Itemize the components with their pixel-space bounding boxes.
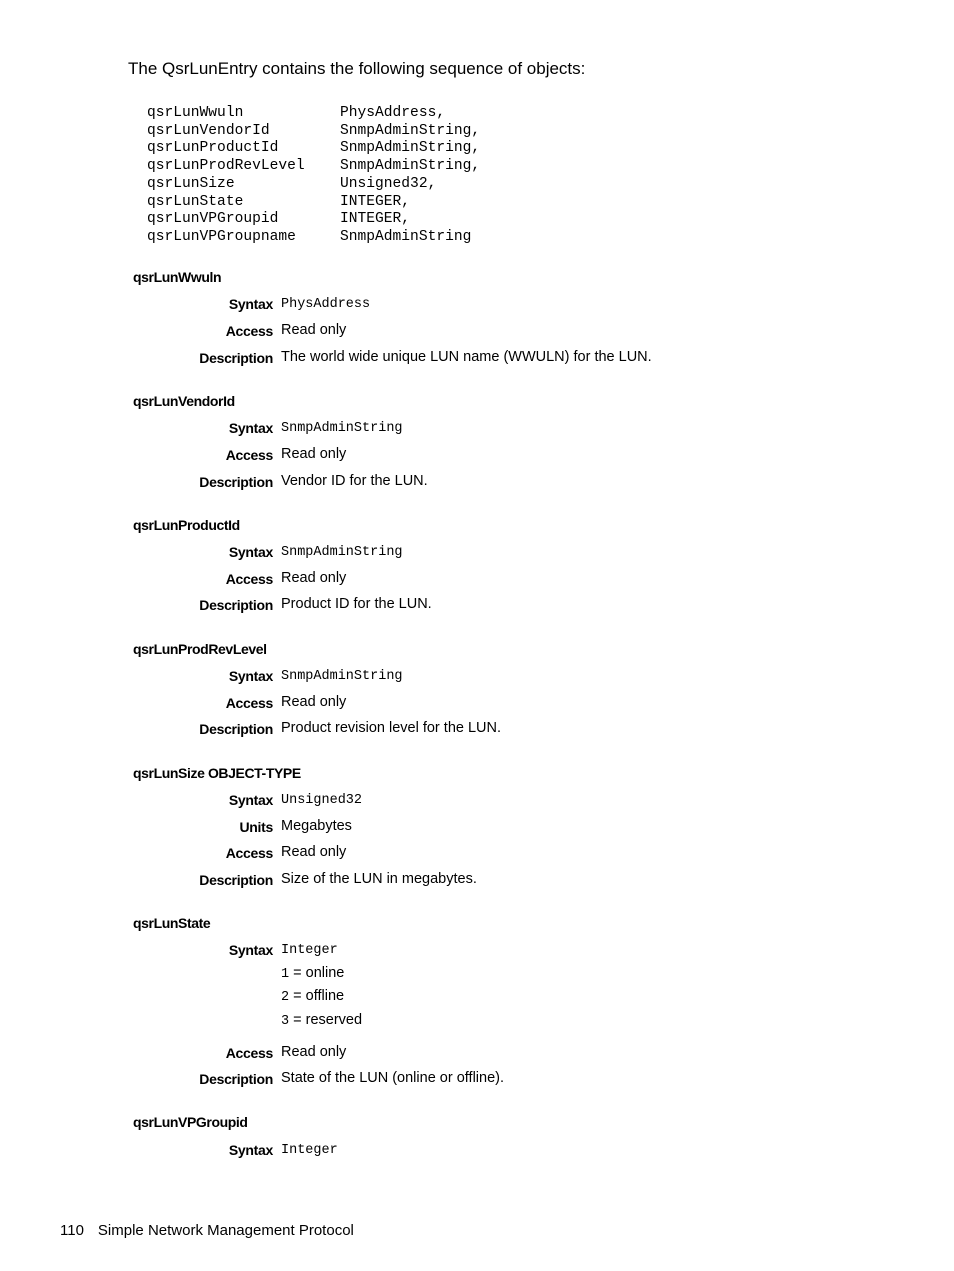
sequence-row	[147, 158, 480, 176]
sequence-type: Unsigned32,	[340, 175, 437, 192]
syntax-label: Syntax	[228, 544, 273, 560]
description-value: State of the LUN (online or offline).	[281, 1070, 504, 1086]
enum-item	[281, 988, 344, 1005]
enum-code: 2	[281, 990, 290, 1005]
access-label: Access	[225, 1045, 273, 1061]
access-value: Read only	[281, 322, 347, 338]
object-heading-prodrevlevel: qsrLunProdRevLevel	[133, 641, 267, 657]
sequence-row	[147, 194, 480, 212]
description-value: Product revision level for the LUN.	[281, 720, 502, 736]
description-label: Description	[199, 474, 273, 490]
enum-code: 3	[281, 1014, 290, 1029]
syntax-label: Syntax	[228, 942, 273, 958]
sequence-name: qsrLunProdRevLevel	[147, 158, 305, 175]
access-label: Access	[225, 695, 273, 711]
sequence-name: qsrLunVPGroupid	[147, 211, 279, 228]
sequence-name: qsrLunVendorId	[147, 122, 270, 139]
sequence-name: qsrLunWwuln	[147, 105, 244, 121]
syntax-label: Syntax	[228, 668, 273, 684]
sequence-row	[147, 176, 480, 194]
sequence-type: PhysAddress,	[340, 105, 446, 121]
access-value: Read only	[281, 1044, 347, 1060]
intro-text: The QsrLunEntry contains the following sequence of objects:	[128, 59, 586, 78]
object-heading-size: qsrLunSize OBJECT-TYPE	[133, 765, 301, 781]
description-value: The world wide unique LUN name (WWULN) for the LUN.	[281, 349, 652, 365]
description-value: Vendor ID for the LUN.	[281, 473, 428, 489]
object-heading-wwuln: qsrLunWwuln	[133, 269, 222, 285]
description-value: Size of the LUN in megabytes.	[281, 871, 477, 887]
sequence-type: INTEGER,	[340, 211, 411, 228]
sequence-row	[147, 229, 480, 247]
syntax-value: SnmpAdminString	[281, 545, 403, 560]
units-label: Units	[239, 819, 273, 835]
sequence-row	[147, 140, 480, 158]
syntax-value: SnmpAdminString	[281, 421, 403, 436]
syntax-label: Syntax	[228, 1142, 273, 1158]
enum-text: = offline	[293, 988, 345, 1004]
sequence-name: qsrLunState	[147, 193, 244, 210]
syntax-value: Unsigned32	[281, 793, 363, 808]
enum-text: = reserved	[293, 1012, 363, 1028]
syntax-label: Syntax	[228, 420, 273, 436]
object-heading-productid: qsrLunProductId	[133, 517, 240, 533]
description-label: Description	[199, 721, 273, 737]
access-label: Access	[225, 323, 273, 339]
description-label: Description	[199, 1071, 273, 1087]
enum-code: 1	[281, 967, 290, 982]
sequence-row	[147, 105, 480, 123]
description-label: Description	[199, 350, 273, 366]
object-heading-state: qsrLunState	[133, 915, 211, 931]
description-label: Description	[199, 872, 273, 888]
sequence-type: SnmpAdminString	[340, 228, 472, 245]
sequence-type: SnmpAdminString,	[340, 158, 481, 175]
sequence-type: SnmpAdminString,	[340, 140, 481, 157]
access-label: Access	[225, 447, 273, 463]
sequence-name: qsrLunVPGroupname	[147, 228, 296, 245]
units-value: Megabytes	[281, 818, 352, 834]
access-value: Read only	[281, 844, 347, 860]
enum-item	[281, 1012, 362, 1029]
page-footer	[60, 1222, 354, 1239]
syntax-value: Integer	[281, 943, 338, 958]
sequence-name: qsrLunProductId	[147, 140, 279, 157]
enum-item	[281, 965, 344, 982]
page-number: 110	[60, 1222, 84, 1239]
syntax-label: Syntax	[228, 296, 273, 312]
object-heading-vpgroupid: qsrLunVPGroupid	[133, 1114, 248, 1130]
syntax-label: Syntax	[228, 792, 273, 808]
syntax-value: Integer	[281, 1143, 338, 1158]
syntax-value: SnmpAdminString	[281, 669, 403, 684]
object-heading-vendorid: qsrLunVendorId	[133, 393, 235, 409]
access-label: Access	[225, 845, 273, 861]
access-value: Read only	[281, 694, 347, 710]
access-value: Read only	[281, 446, 347, 462]
sequence-block	[147, 105, 480, 247]
description-value: Product ID for the LUN.	[281, 596, 432, 612]
sequence-row	[147, 123, 480, 141]
sequence-name: qsrLunSize	[147, 175, 235, 192]
footer-title: Simple Network Management Protocol	[97, 1222, 354, 1239]
syntax-value: PhysAddress	[281, 297, 371, 312]
access-label: Access	[225, 571, 273, 587]
description-label: Description	[199, 597, 273, 613]
sequence-type: INTEGER,	[340, 193, 411, 210]
access-value: Read only	[281, 570, 347, 586]
sequence-type: SnmpAdminString,	[340, 122, 481, 139]
enum-text: = online	[293, 965, 345, 981]
sequence-row	[147, 211, 480, 229]
